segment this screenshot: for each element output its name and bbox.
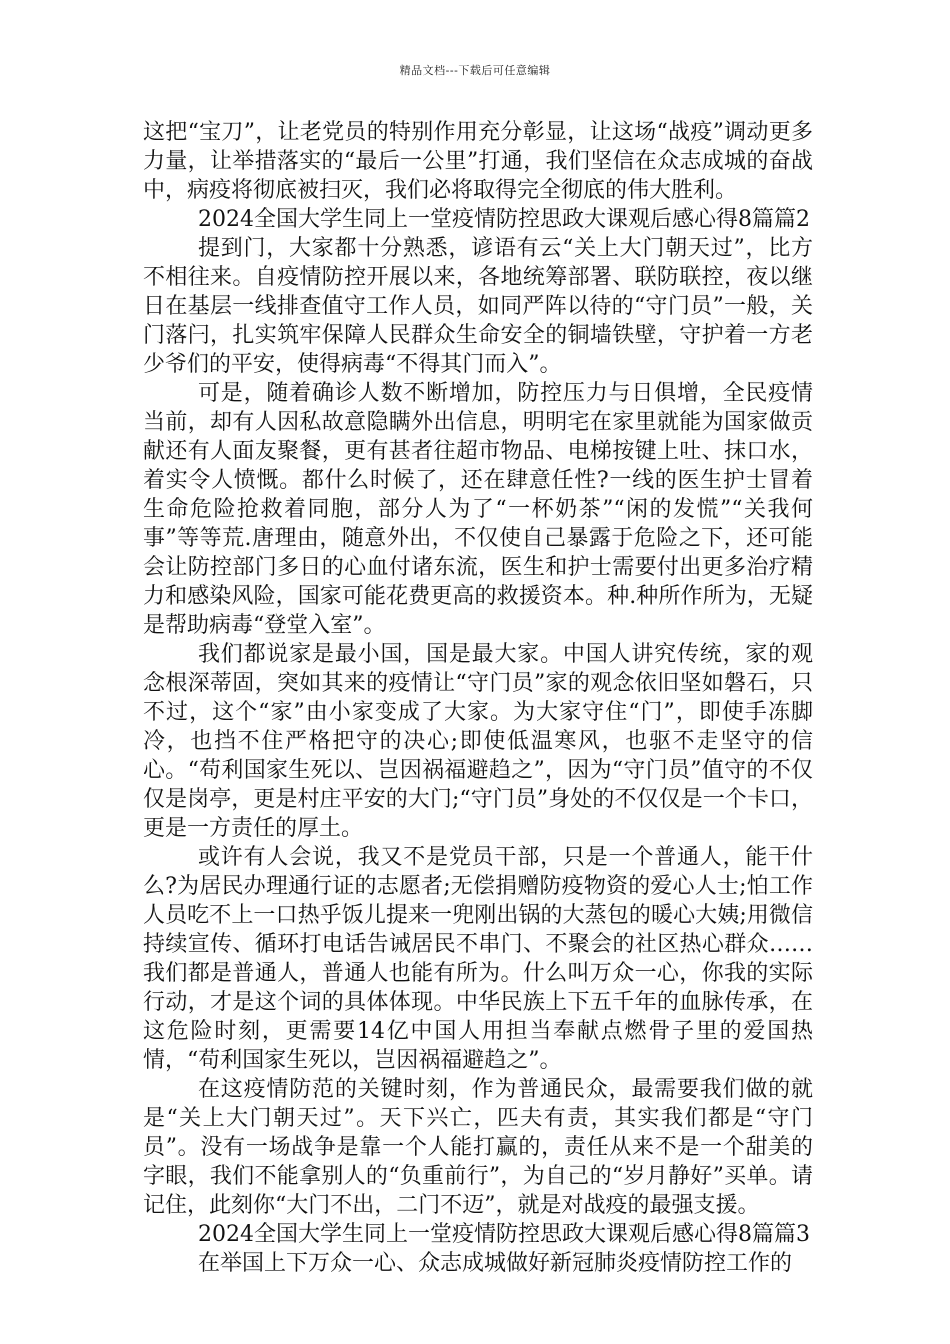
page-header: 精品文档---下载后可任意编辑: [399, 64, 551, 77]
paragraph-1: 这把“宝刀”，让老党员的特别作用充分彰显，让这场“战疫”调动更多力量，让举措落实的“最后一公里”打通，我们坚信在众志成城的奋战中，病疫将彻底被扫灭，我们必将取得完全彻底的伟大胜利。: [143, 120, 813, 203]
paragraph-5: 或许有人会说，我又不是党员干部，只是一个普通人，能干什么?为居民办理通行证的志愿者;无偿捐赠防疫物资的爱心人士;怕工作人员吃不上一口热乎饭儿提来一兜刚出锅的大蒸包的暖心大姨;用微信持续宣传、循环打电话告诫居民不串门、不聚会的社区热心群众……我们都是普通人，普通人也能有所为。什么叫万众一心，你我的实际行动，才是这个词的具体体现。中华民族上下五千年的血脉传承，在这危险时刻，更需要14亿中国人用担当奉献点燃骨子里的爱国热情，“苟利国家生死以，岂因祸福避趋之”。: [143, 845, 813, 1073]
paragraph-2: 提到门，大家都十分熟悉，谚语有云“关上大门朝天过”，比方不相往来。自疫情防控开展以来，各地统筹部署、联防联控，夜以继日在基层一线排查值守工作人员，如同严阵以待的“守门员”一般，关门落闩，扎实筑牢保障人民群众生命安全的铜墙铁壁，守护着一方老少爷们的平安，使得病毒“不得其门而入”。: [143, 236, 813, 377]
section-heading-3: 2024全国大学生同上一堂疫情防控思政大课观后感心得8篇篇3: [198, 1222, 810, 1247]
section-heading-2: 2024全国大学生同上一堂疫情防控思政大课观后感心得8篇篇2: [198, 207, 810, 232]
paragraph-6: 在这疫情防范的关键时刻，作为普通民众，最需要我们做的就是“关上大门朝天过”。天下兴亡，匹夫有责，其实我们都是“守门员”。没有一场战争是靠一个人能打赢的，责任从来不是一个甜美的字眼，我们不能拿别人的“负重前行”，为自己的“岁月静好”买单。请记住，此刻你“大门不出，二门不迈”，就是对战疫的最强支援。: [143, 1077, 813, 1218]
paragraph-4: 我们都说家是最小国，国是最大家。中国人讲究传统，家的观念根深蒂固，突如其来的疫情让“守门员”家的观念依旧坚如磐石，只不过，这个“家”由小家变成了大家。为大家守住“门”，即使手冻脚冷，也挡不住严格把守的决心;即使低温寒风，也驱不走坚守的信心。“苟利国家生死以、岂因祸福避趋之”，因为“守门员”值守的不仅仅是岗亭，更是村庄平安的大门;“守门员”身处的不仅仅是一个卡口，更是一方责任的厚土。: [143, 642, 813, 841]
paragraph-3: 可是，随着确诊人数不断增加，防控压力与日俱增，全民疫情当前，却有人因私故意隐瞒外出信息，明明宅在家里就能为国家做贡献还有人面友聚餐，更有甚者往超市物品、电梯按键上吐、抹口水，着实令人愤慨。都什么时候了，还在肆意任性?一线的医生护士冒着生命危险抢救着同胞，部分人为了“一杯奶茶”“闲的发慌”“关我何事”等等荒.唐理由，随意外出，不仅使自己暴露于危险之下，还可能会让防控部门多日的心血付诸东流，医生和护士需要付出更多治疗精力和感染风险，国家可能花费更高的救援资本。种.种所作所为，无疑是帮助病毒“登堂入室”。: [143, 381, 813, 638]
document-body: [143, 118, 813, 1278]
paragraph-7: 在举国上下万众一心、众志成城做好新冠肺炎疫情防控工作的: [198, 1251, 793, 1276]
